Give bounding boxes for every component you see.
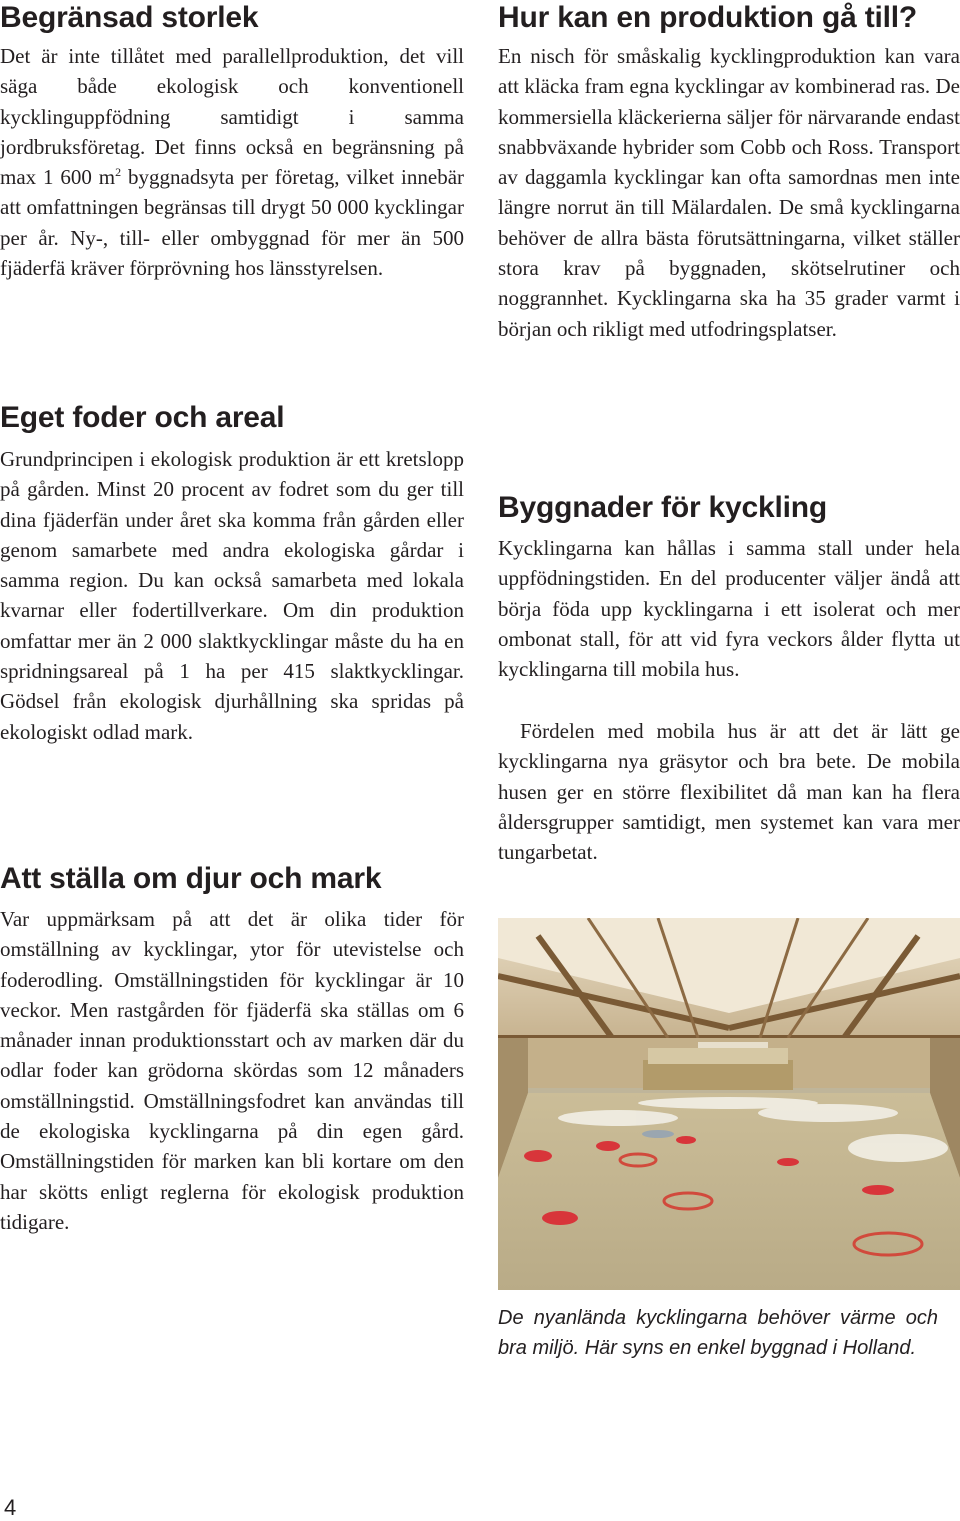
body-begransad-storlek xyxy=(0,41,464,283)
page-number: 4 xyxy=(4,1495,17,1520)
body-part-1: Det är inte tillåtet med parallellproduktion, det vill säga både ekologisk och konventionell kycklinguppfödning samtidigt i samma jordbruksföretag. Det finns också en begränsning på max 1 600 m xyxy=(0,44,464,190)
body-byggnader-para1: Kycklingarna kan hållas i samma stall under hela uppfödningstiden. En del producenter väljer ändå att börja föda upp kycklingarna i ett isolerat och mer ombonat stall, för att vid fyra veckors ålder flytta ut kycklingarna till mobila hus. xyxy=(498,536,960,682)
body-part-2: byggnadsyta per företag, vilket innebär att omfattningen begränsas till drygt 50 000 kycklingar per år. Ny-, till- eller ombyggnad för mer än 500 fjäderfä kräver förprövning hos länsstyrelsen. xyxy=(0,165,465,281)
heading-eget-foder: Eget foder och areal xyxy=(0,401,285,434)
heading-att-stalla-om: Att ställa om djur och mark xyxy=(0,862,382,895)
heading-begransad-storlek: Begränsad storlek xyxy=(0,1,259,34)
barn-illustration xyxy=(498,918,960,1290)
heading-hur-kan-en-produktion: Hur kan en produktion gå till? xyxy=(498,1,918,34)
heading-byggnader: Byggnader för kyckling xyxy=(498,491,828,524)
body-att-stalla-om: Var uppmärksam på att det är olika tider för omställning av kycklingar, ytor för utevistelse och foderodling. Omställningstiden för kycklingar är 10 veckor. Men rastgården för fjäderfä ska ställas om 6 månader innan produktionsstart och av marken där du odlar foder kan grödorna skördas som 12 månaders omställningstid. Omställningsfodret kan användas till de ekologiska kycklingarna på din egen gård. Omställningstiden för marken kan bli kortare om den har skötts enligt reglerna för ekologisk produktion tidigare. xyxy=(0,907,464,1234)
photo-caption: De nyanlända kycklingarna behöver värme och bra miljö. Här syns en enkel byggnad i Holland. xyxy=(498,1307,938,1359)
body-eget-foder: Grundprincipen i ekologisk produktion är ett kretslopp på gården. Minst 20 procent av fodret som du ger till dina fjäderfän under året ska komma från gården eller genom samarbete med andra ekologiska gårdar i samma region. Du kan också samarbeta med lokala kvarnar eller fodertillverkare. Om din produktion omfattar mer än 2 000 slaktkycklingar måste du ha en spridningsareal på 1 ha per 415 slaktkycklingar. Gödsel från ekologisk djurhållning ska spridas på ekologiskt odlad mark. xyxy=(0,447,464,744)
barn-photo xyxy=(498,918,960,1290)
body-byggnader-para2: Fördelen med mobila hus är att det är lätt ge kycklingarna nya gräsytor och bra bete. De mobila husen ger en större flexibilitet då man kan ha flera åldersgrupper samtidigt, men systemet kan vara mer tungarbetat. xyxy=(498,719,960,865)
body-hur-kan-en-produktion: En nisch för småskalig kycklingproduktion kan vara att kläcka fram egna kycklingar av kombinerad ras. De kommersiella kläckerierna säljer för närvarande endast snabbväxande hybrider som Cobb och Ross. Transport av daggamla kycklingar kan ofta samordnas men inte längre norrut än till Mälardalen. De små kycklingarna behöver de allra bästa förutsättningarna, vilket ställer stora krav på byggnaden, skötselrutiner och noggrannhet. Kycklingarna ska ha 35 grader varmt i början och rikligt med utfodringsplatser. xyxy=(498,44,960,341)
superscript-2: 2 xyxy=(115,165,122,180)
